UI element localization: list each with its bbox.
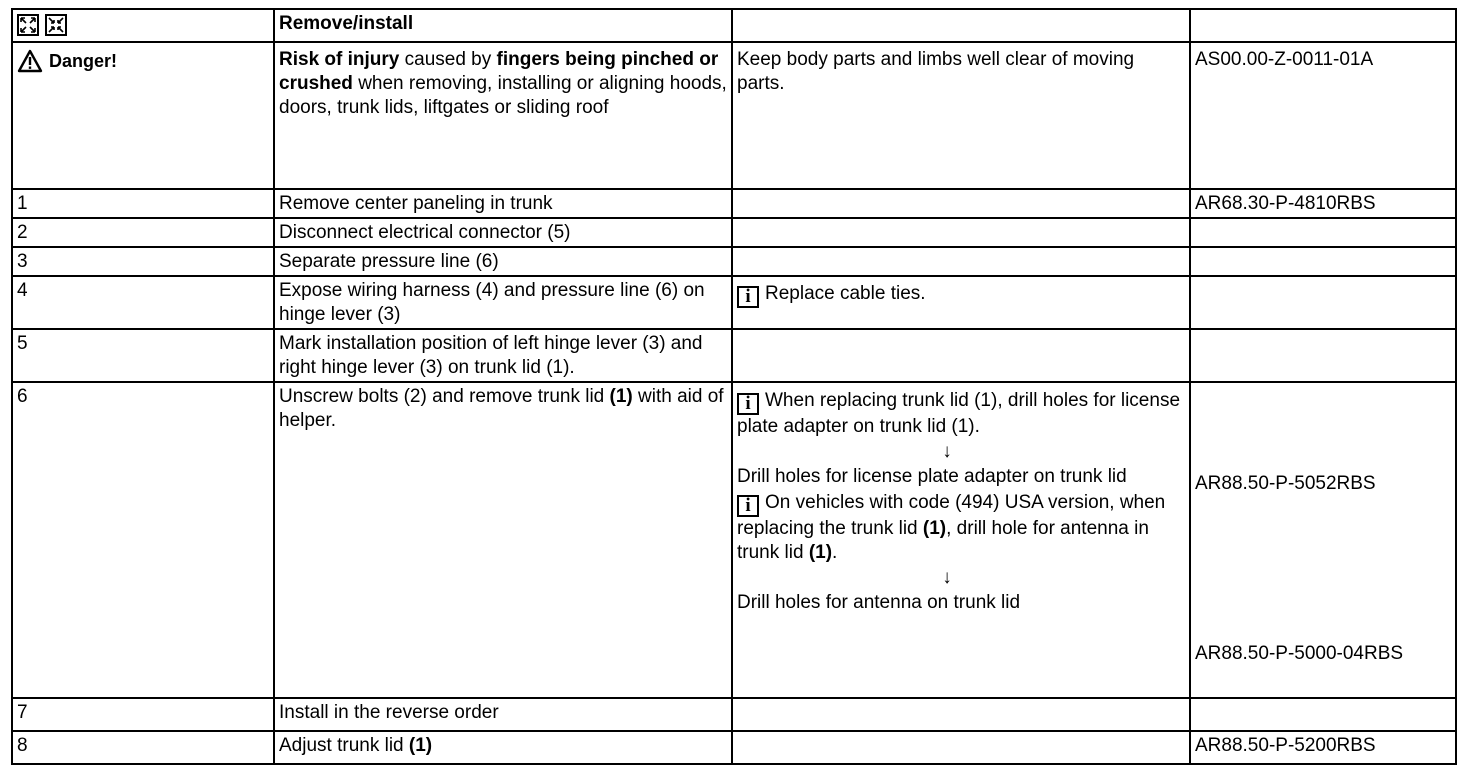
- step-note: [732, 218, 1190, 247]
- step-ref: [1190, 276, 1456, 329]
- info-note-part: , drill hole for antenna in trunk lid: [737, 518, 1149, 563]
- header-empty-cell: [732, 9, 1190, 42]
- risk-context: when removing, installing or aligning hoods, doors, trunk lids, liftgates or sliding roof: [279, 73, 727, 118]
- step-number: 7: [12, 698, 274, 731]
- step-note: [732, 382, 1190, 698]
- down-arrow-icon: ↓: [942, 441, 952, 462]
- step-ref: [1190, 698, 1456, 731]
- warning-triangle-icon: [17, 49, 43, 73]
- step-text: [274, 731, 732, 764]
- step-note: [732, 329, 1190, 382]
- step-text: [274, 382, 732, 698]
- step-row: [12, 329, 1456, 382]
- header-row: [12, 9, 1456, 42]
- sub-step: Drill holes for license plate adapter on trunk lid: [737, 466, 1127, 487]
- step-row: [12, 276, 1456, 329]
- danger-measure-cell: Keep body parts and limbs well clear of moving parts.: [732, 42, 1190, 189]
- info-note-part: .: [832, 542, 838, 563]
- step-number: 8: [12, 731, 274, 764]
- step-ref: [1190, 218, 1456, 247]
- step-text-part: (1): [408, 735, 433, 756]
- procedure-table: [11, 8, 1457, 765]
- info-note-block: [737, 389, 1185, 439]
- down-arrow-icon: ↓: [942, 567, 952, 588]
- step-number: 1: [12, 189, 274, 218]
- risk-connector: caused by: [399, 49, 497, 70]
- expand-icon[interactable]: [17, 14, 39, 36]
- info-icon: i: [737, 393, 759, 415]
- step-note: [732, 276, 1190, 329]
- step-row: [12, 382, 1456, 698]
- step-ref[interactable]: AR88.50-P-5052RBS: [1195, 473, 1376, 494]
- step-ref-cell: [1190, 382, 1456, 698]
- header-empty-cell: [1190, 9, 1456, 42]
- info-note: Replace cable ties.: [765, 283, 926, 304]
- step-text-part: Unscrew bolts (2) and remove trunk lid: [279, 386, 610, 407]
- step-row: [12, 189, 1456, 218]
- info-note-block: [737, 491, 1185, 565]
- danger-label-cell: [12, 42, 274, 189]
- step-number: 2: [12, 218, 274, 247]
- info-note: When replacing trunk lid (1), drill holes for license plate adapter on trunk lid (1).: [737, 390, 1181, 437]
- step-ref[interactable]: AR68.30-P-4810RBS: [1190, 189, 1456, 218]
- step-row: [12, 218, 1456, 247]
- danger-label: Danger!: [49, 51, 118, 71]
- header-icons-cell: [12, 9, 274, 42]
- step-text-part: Adjust trunk lid: [279, 735, 409, 756]
- step-note: [732, 731, 1190, 764]
- step-ref[interactable]: AR88.50-P-5200RBS: [1190, 731, 1456, 764]
- step-number: 4: [12, 276, 274, 329]
- collapse-icon[interactable]: [45, 14, 67, 36]
- danger-ref[interactable]: AS00.00-Z-0011-01A: [1190, 42, 1456, 189]
- step-text: Disconnect electrical connector (5): [274, 218, 732, 247]
- step-text: Remove center paneling in trunk: [274, 189, 732, 218]
- step-text: Separate pressure line (6): [274, 247, 732, 276]
- step-note: [732, 247, 1190, 276]
- step-text: Install in the reverse order: [274, 698, 732, 731]
- info-icon: i: [737, 495, 759, 517]
- step-ref: [1190, 247, 1456, 276]
- step-text: Expose wiring harness (4) and pressure line (6) on hinge lever (3): [274, 276, 732, 329]
- sub-step: Drill holes for antenna on trunk lid: [737, 592, 1021, 613]
- step-ref: [1190, 329, 1456, 382]
- step-row: [12, 247, 1456, 276]
- step-text-part: with aid of helper.: [279, 386, 724, 431]
- danger-risk-cell: [274, 42, 732, 189]
- step-note: [732, 698, 1190, 731]
- step-note: [732, 189, 1190, 218]
- info-icon: i: [737, 286, 759, 308]
- danger-row: [12, 42, 1456, 189]
- step-number: 6: [12, 382, 274, 698]
- risk-heading: Risk of injury: [279, 49, 400, 70]
- step-text-part: (1): [609, 386, 633, 407]
- step-number: 5: [12, 329, 274, 382]
- info-note-part: (1): [808, 542, 833, 563]
- step-ref[interactable]: AR88.50-P-5000-04RBS: [1195, 643, 1404, 664]
- step-row: [12, 731, 1456, 764]
- info-note-part: On vehicles with code (494) USA version, when replacing the trunk lid: [737, 492, 1166, 539]
- step-row: [12, 698, 1456, 731]
- step-number: 3: [12, 247, 274, 276]
- risk-cause: fingers being pinched or crushed: [279, 49, 719, 94]
- header-title: Remove/install: [274, 9, 732, 42]
- info-note-part: (1): [922, 518, 947, 539]
- step-text: Mark installation position of left hinge lever (3) and right hinge lever (3) on trunk lid (1).: [274, 329, 732, 382]
